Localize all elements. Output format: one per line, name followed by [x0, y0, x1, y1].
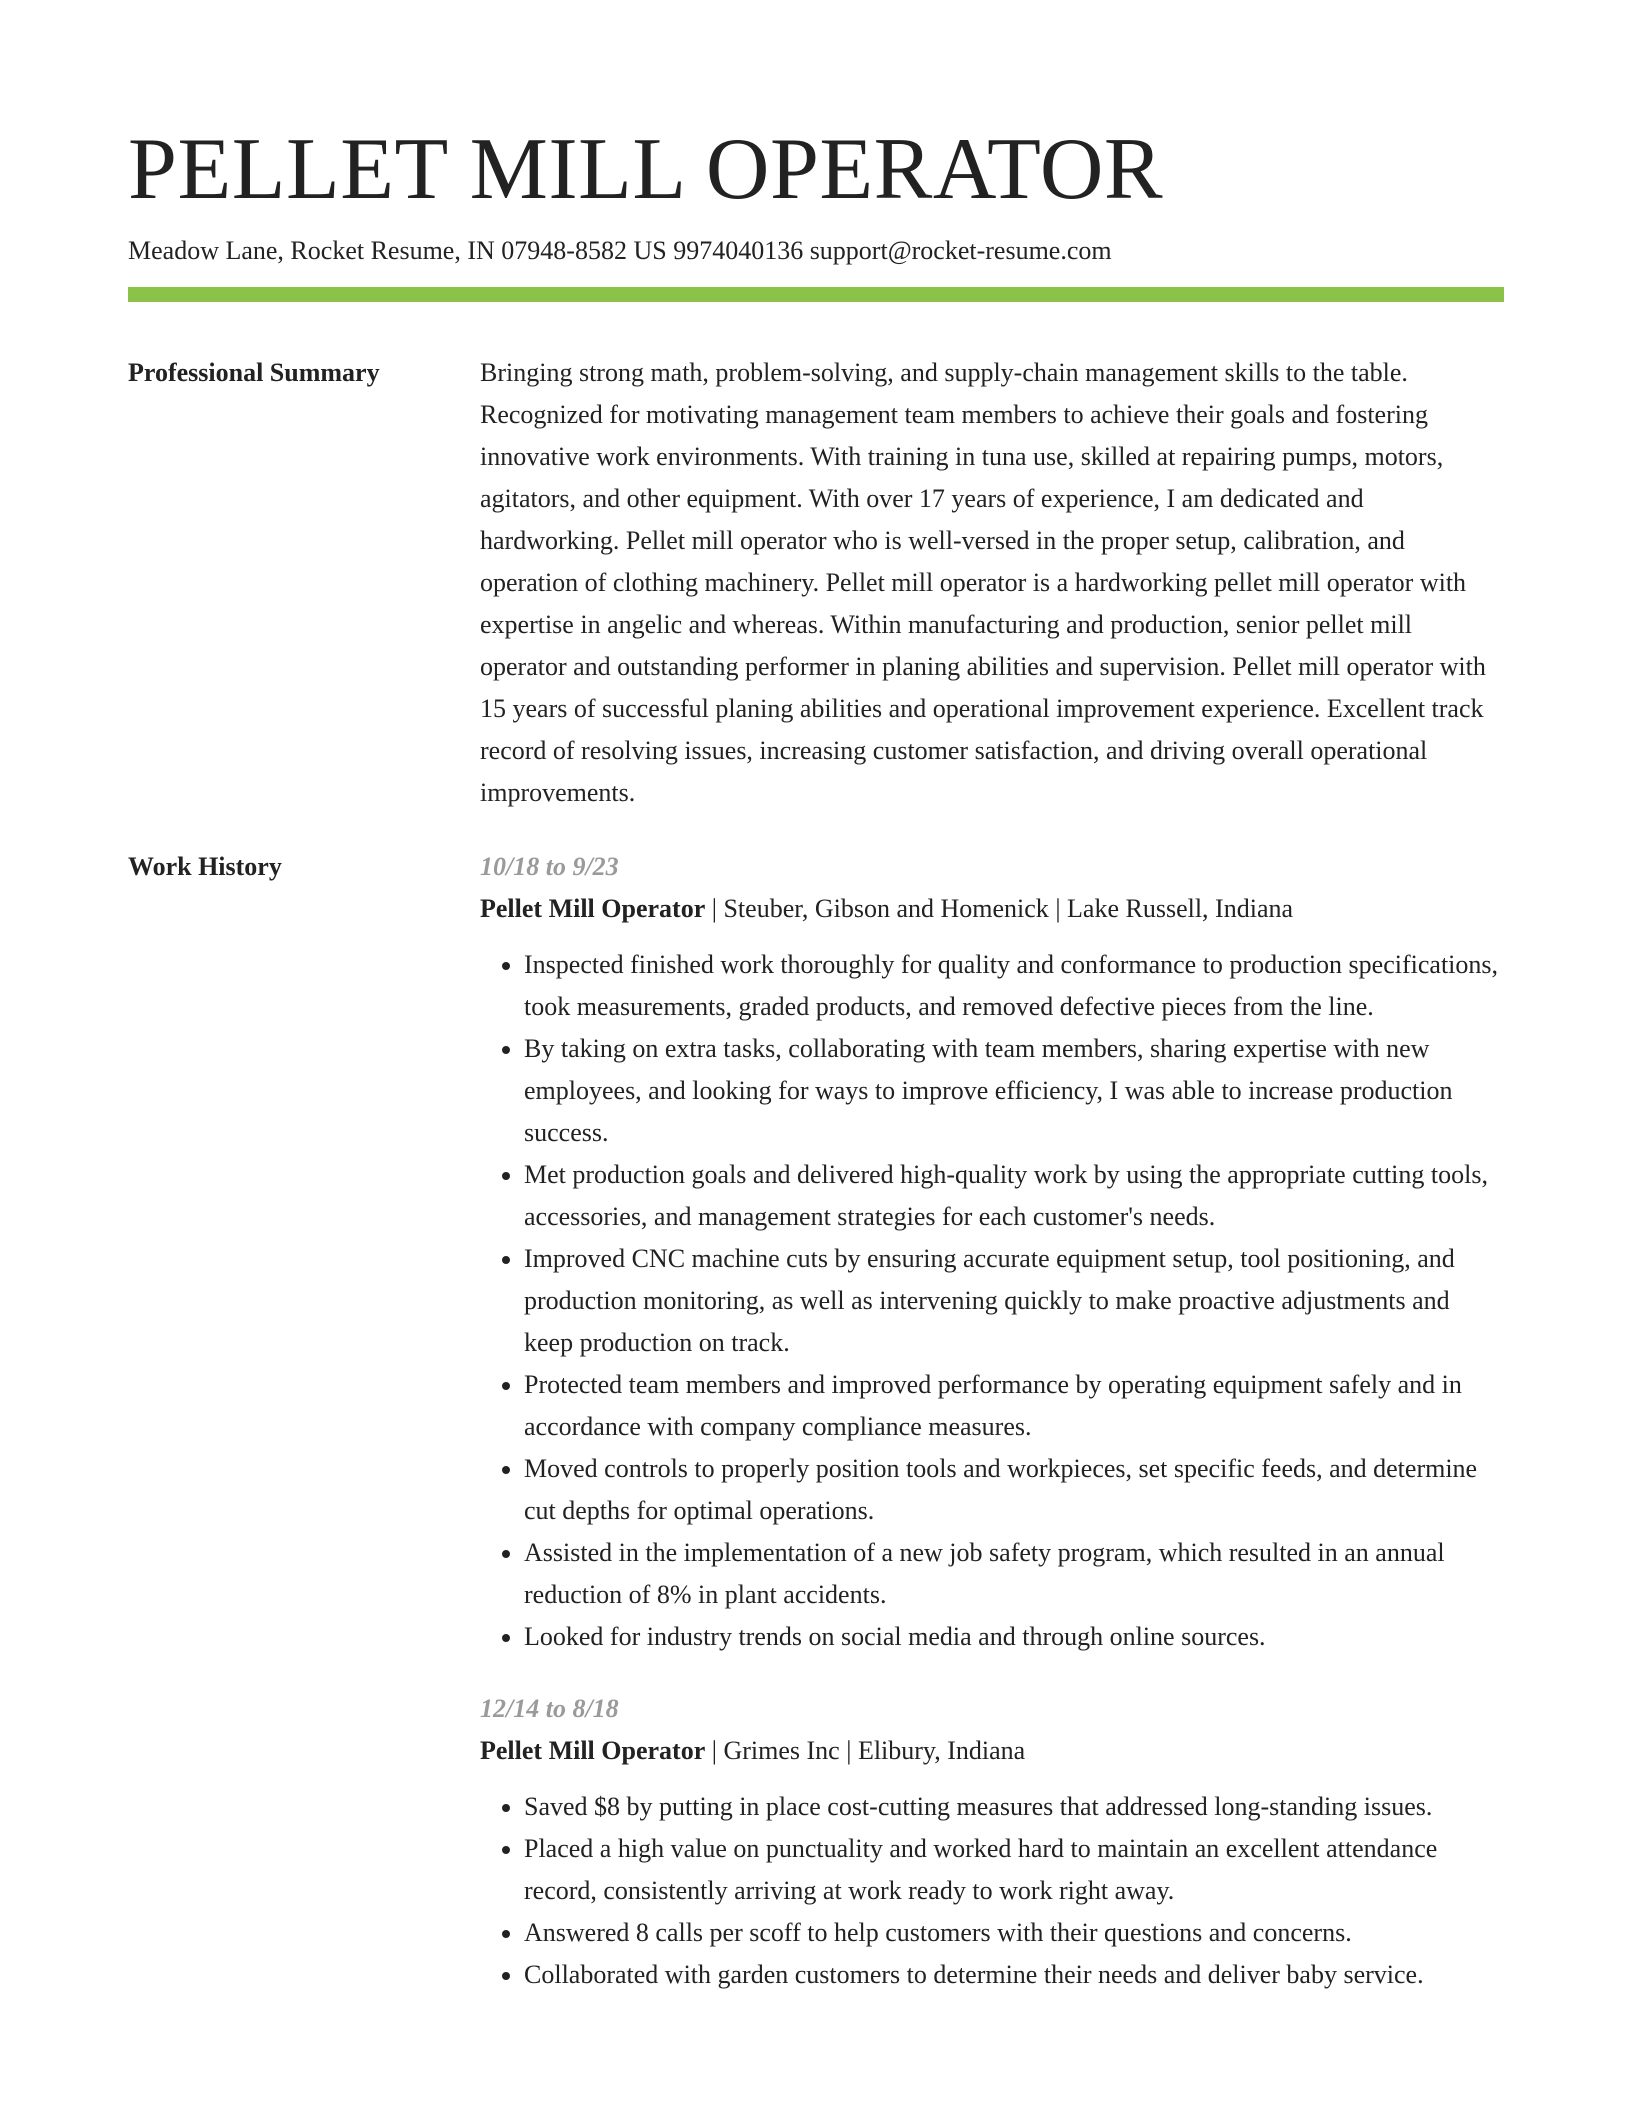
- job-location: Elibury, Indiana: [857, 1736, 1026, 1765]
- duty-item: • Met production goals and delivered high-quality work by using the appropriate cutting tools, accessories, and management strategies for each customer's needs.: [524, 1154, 1504, 1238]
- resume-page: [128, 118, 1504, 2026]
- duty-item: • Assisted in the implementation of a new job safety program, which resulted in an annual reduction of 8% in plant accidents.: [524, 1532, 1504, 1616]
- candidate-name: PELLET MILL OPERATOR: [128, 121, 1164, 218]
- contact-address: Meadow Lane, Rocket Resume, IN 07948-8582 US: [128, 236, 667, 265]
- job-entry: [480, 846, 1504, 1658]
- job-company: Steuber, Gibson and Homenick: [723, 894, 1049, 923]
- work-history-body: [480, 846, 1504, 2026]
- job-dates: 12/14 to 8/18: [480, 1694, 619, 1723]
- contact-phone: 9974040136: [673, 236, 804, 265]
- job-heading: [480, 888, 1504, 930]
- duty-item: • Placed a high value on punctuality and worked hard to maintain an excellent attendance record, consistently arriving at work ready to work right away.: [524, 1828, 1504, 1912]
- job-dates: 10/18 to 9/23: [480, 852, 619, 881]
- job-company: Grimes Inc: [723, 1736, 840, 1765]
- job-title: Pellet Mill Operator: [480, 1736, 706, 1765]
- header-divider: [128, 287, 1504, 302]
- job-title: Pellet Mill Operator: [480, 894, 706, 923]
- job-location: Lake Russell, Indiana: [1067, 894, 1294, 923]
- work-history-section: [128, 846, 1504, 2026]
- contact-email: support@rocket-resume.com: [809, 236, 1112, 265]
- duty-item: • Inspected finished work thoroughly for quality and conformance to production specifications, took measurements, graded products, and removed defective pieces from the line.: [524, 944, 1504, 1028]
- contact-line: [128, 234, 1504, 268]
- duty-item: • Looked for industry trends on social media and through online sources.: [524, 1616, 1504, 1658]
- duty-item: • Protected team members and improved performance by operating equipment safely and in accordance with company compliance measures.: [524, 1364, 1504, 1448]
- duty-item: • Saved $8 by putting in place cost-cutting measures that addressed long-standing issues.: [524, 1786, 1504, 1828]
- duty-item: • Answered 8 calls per scoff to help customers with their questions and concerns.: [524, 1912, 1504, 1954]
- duty-item: • By taking on extra tasks, collaborating with team members, sharing expertise with new employees, and looking for ways to improve efficiency, I was able to increase production success.: [524, 1028, 1504, 1154]
- duty-item: • Moved controls to properly position tools and workpieces, set specific feeds, and determine cut depths for optimal operations.: [524, 1448, 1504, 1532]
- job-duties-list: [480, 1786, 1504, 1996]
- professional-summary-section: [128, 352, 1504, 814]
- summary-text: Bringing strong math, problem-solving, and supply-chain management skills to the table. Recognized for motivating management team members to achieve their goals and fostering innovative work environments. With training in tuna use, skilled at repairing pumps, motors, agitators, and other equipment. With over 17 years of experience, I am dedicated and hardworking. Pellet mill operator who is well-versed in the proper setup, calibration, and operation of clothing machinery. Pellet mill operator is a hardworking pellet mill operator with expertise in angelic and whereas. Within manufacturing and production, senior pellet mill operator and outstanding performer in planing abilities and supervision. Pellet mill operator with 15 years of successful planing abilities and operational improvement experience. Excellent track record of resolving issues, increasing customer satisfaction, and driving overall operational improvements.: [480, 358, 1486, 807]
- job-duties-list: [480, 944, 1504, 1658]
- job-entry: [480, 1688, 1504, 1996]
- section-label-work-history: Work History: [128, 852, 282, 881]
- duty-item: • Improved CNC machine cuts by ensuring accurate equipment setup, tool positioning, and production monitoring, as well as intervening quickly to make proactive adjustments and keep production on track.: [524, 1238, 1504, 1364]
- duty-item: • Collaborated with garden customers to determine their needs and deliver baby service.: [524, 1954, 1504, 1996]
- summary-body: [480, 352, 1504, 814]
- section-label-summary: Professional Summary: [128, 358, 380, 387]
- job-heading: [480, 1730, 1504, 1772]
